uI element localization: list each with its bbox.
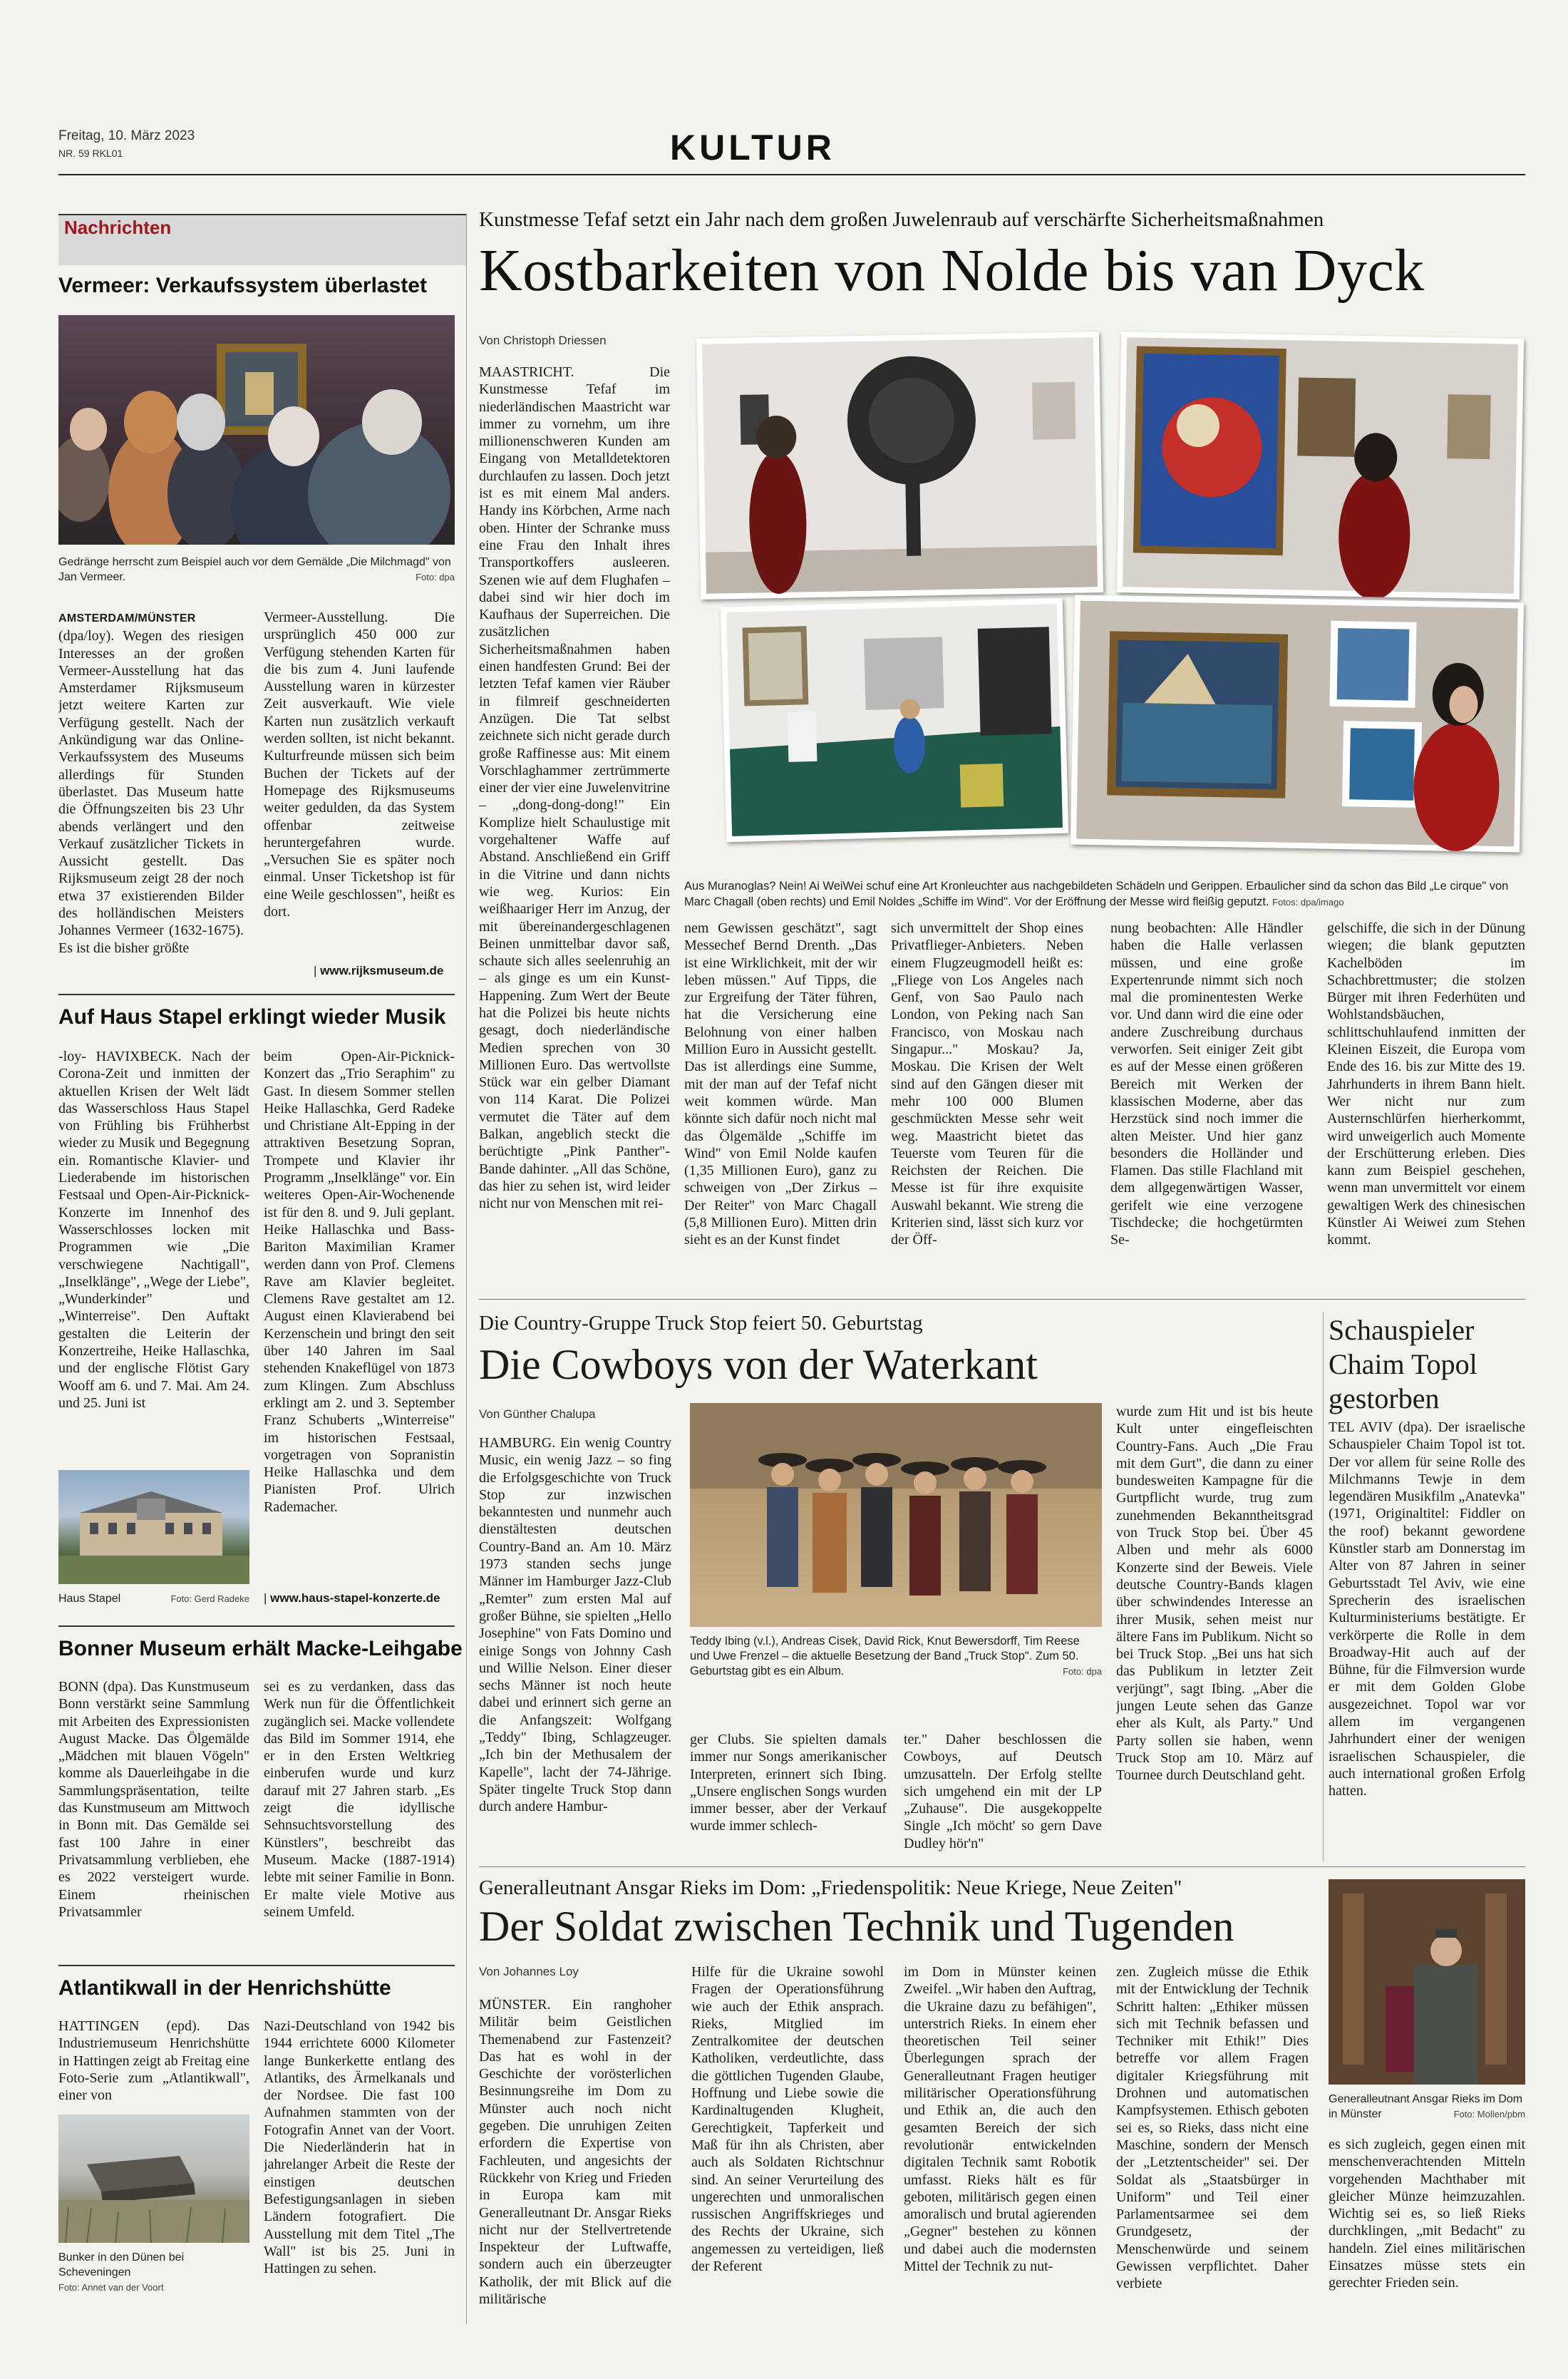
section-title: KULTUR — [670, 128, 835, 168]
rieks-col-1 — [479, 1996, 671, 2324]
stapel-photo — [58, 1470, 249, 1584]
tefaf-kicker: Kunstmesse Tefaf setzt ein Jahr nach dem großen Juwelenraub auf verschärfte Sicherheitsmaßnahmen — [479, 208, 1324, 231]
stapel-col-1 — [58, 1048, 249, 1458]
nolde-photo — [1071, 595, 1524, 853]
vermeer-caption-text: Gedränge herrscht zum Beispiel auch vor dem Gemälde „Die Milchmagd" von Jan Vermeer. — [58, 556, 451, 583]
rieks-text-4: zen. Zugleich müsse die Ethik mit der Entwicklung der Technik Schritt halten: „Ethiker müssen sich mit Technik befassen und Techniker mit Ethik!" Dies betreffe vor allem Fragen digitaler Kriegsführung mit Drohnen und automatischen Kampfsystemen. Ethisch geboten sei es, so Rieks, dass nicht eine Maschine, sondern der Mensch der „Letztentscheider" sei. Der Soldat als „Staatsbürger in Uniform" und Teil einer Parlamentsarmee sei dem Grundgesetz, der Menschenwürde und seinem Gewissen verpflichtet. Daher verbiete — [1116, 1964, 1309, 2292]
atlantik-text-2: Nazi-Deutschland von 1942 bis 1944 errichtete 6000 Kilometer lange Bunkerkette entlang des Atlantiks, des Ärmelkanals und der Nordsee. Die fast 100 Aufnahmen stammten von der Fotografin Annet van der Voort. Die Niederländerin hat in jahrelanger Arbeit die Reste der einstigen deutschen Befestigungsanlagen in sieben Ländern fotografiert. Die Ausstellung mit dem Titel „The Wall" ist bis 25. Juni in Hattingen zu sehen. — [264, 2018, 455, 2277]
truckstop-col-2 — [690, 1731, 887, 1854]
tefaf-col-3 — [891, 920, 1083, 1290]
truckstop-col-1 — [479, 1434, 671, 1855]
truckstop-text-1: HAMBURG. Ein wenig Country Music, ein wenig Jazz – so fing die Erfolgsgeschichte von Truck Stop zur inzwischen bekanntesten und nunmehr auch dienstältesten deutschen Country-Band an. Am 10. März 1973 standen sechs junge Männer im Hamburger Jazz-Club „Remter" zum ersten Mal auf großer Bühne, sie spielten „Hello Josephine" von Fats Domino und einige Songs von Johnny Cash und Willie Nelson. Einer dieser sechs Männer ist noch heute dabei und erinnert sich gerne an die Anfangszeit: Wolfgang „Teddy" Ibing, Schlagzeuger. „Ich bin der Methusalem der Kapelle", lacht der 74-Jährige. Später tingelte Truck Stop dann durch andere Hambur- — [479, 1435, 671, 1815]
stapel-caption — [58, 1591, 249, 1606]
rule-rieks — [479, 1866, 1525, 1867]
stapel-caption-text: Haus Stapel — [58, 1593, 121, 1605]
rieks-col-3 — [904, 1963, 1096, 2324]
left-column-divider — [466, 214, 467, 2324]
vermeer-col-2 — [264, 609, 455, 958]
tefaf-text-3: sich unvermittelt der Shop eines Privatflieger-Anbieters. Neben einem Flugzeugmodell heißt es: „Fliege von Los Angeles nach Genf, von Sao Paulo nach London, von Peking nach San Francisco, von Moskau nach Singapur..." Moskau? Ja, Moskau. Die Krisen der Welt sind auf den Gängen dieser mit mehr 100 000 Blumen geschmückten Messe sehr weit weg. Maastricht bietet das Teuerste vom Teuren für die Reichsten der Reichen. Die Messe ist für ihre exquisite Auswahl bekannt. Wie streng die Kriterien sind, lässt sich kurz vor der Öff- — [891, 920, 1083, 1248]
rieks-byline: Von Johannes Loy — [479, 1965, 579, 1978]
rieks-headline: Der Soldat zwischen Technik und Tugenden — [479, 1903, 1234, 1950]
tefaf-text-1: MAASTRICHT. Die Kunstmesse Tefaf im niederländischen Maastricht war immer zu vornehm, um ihre millionenschweren Kunden am Eingang von Metalldetektoren durchlaufen zu lassen. Doch jetzt ist es mit einem Mal anders. Handy ins Körbchen, Arme nach oben. Hinter der Schranke muss eine Frau den Inhalt ihres Transportkoffers ausleeren. Szenen wie auf dem Flughafen – dabei sind wir hier doch im Kaufhaus der Superreichen. Die zusätzlichen Sicherheitsmaßnahmen haben einen handfesten Grund: Bei der letzten Tefaf kamen vier Räuber in filmreif geschneiderten Anzügen. Die Tat selbst zeichnete sich nicht gerade durch große Raffinesse aus: Mit einem Vorschlaghammer zertrümmerte einer der vier eine Juwelenvitrine – „dong-dong-dong!" Ein Komplize hielt Schaulustige mit vorgehaltener Waffe auf Abstand. Anschließend ein Griff in die Vitrine und dann nichts wie weg. Kurios: Ein weißhaariger Herr im Anzug, der mit übereinandergeschlagenen Beinen unmittelbar davor saß, schaute sich alles seelenruhig an – als ginge es um ein Kunst-Happening. Zum Wert der Beute hat die Polizei bis heute nichts gesagt, doch niederländische Medien sprechen von 30 Millionen Euro. Das wertvollste Stück war ein gelber Diamant von 114 Karat. Die Polizei vermutet die Täter auf dem Balkan, angeblich steckt die berüchtigte „Pink Panther"-Bande dahinter. „All das Schöne, das hier zu sehen ist, wird leider nicht nur von Menschen mit rei- — [479, 364, 670, 1212]
rule-macke — [58, 1625, 455, 1627]
tefaf-text-2: nem Gewissen geschätzt", sagt Messechef Bernd Drenth. „Das ist eine Wirklichkeit, mit der wir leben müssen." Auf Tipps, die zur Ergreifung der Täter führen, hat die Versicherung eine Belohnung von einer halben Million Euro in Aussicht gestellt. Das ist allerdings eine Summe, mit der man auf der Tefaf nicht weit kommen würde. Man könnte sich dafür noch nicht mal das Ölgemälde „Schiffe im Wind" von Emil Nolde kaufen (1,35 Millionen Euro), ganz zu schweigen von „Der Zirkus – Der Reiter" von Marc Chagall (5,8 Millionen Euro). Mitten drin sieht es an der Kunst findet — [684, 920, 877, 1248]
tefaf-col-5 — [1327, 920, 1525, 1290]
topol-divider — [1323, 1312, 1324, 1861]
rieks-caption — [1329, 2092, 1525, 2122]
stapel-credit: Foto: Gerd Radeke — [170, 1593, 249, 1604]
macke-text-2: sei es zu verdanken, dass das Werk nun für die Öffentlichkeit zugänglich sei. Macke vollendete das Bild im Sommer 1914, ehe er in den Ersten Weltkrieg einberufen wurde und kurz darauf mit 27 Jahren starb. „Es zeigt die idyllische Sehnsuchtsvorstellung des Künstlers", beschreibt das Museum. Macke (1887-1914) lebte mit seiner Familie in Bonn. Er malte viele Motive aus seinem Umfeld. — [264, 1679, 455, 1920]
vermeer-headline: Vermeer: Verkaufssystem überlastet — [58, 274, 427, 297]
vermeer-photo — [58, 315, 455, 545]
vermeer-credit: Foto: dpa — [416, 572, 455, 582]
macke-text-1: BONN (dpa). Das Kunstmuseum Bonn verstärkt seine Sammlung mit Arbeiten des Expressionisten August Macke. Das Ölgemälde „Mädchen mit blauen Vögeln" komme als Dauerleihgabe in die Sammlungspräsentation, teilte das Kunstmuseum am Mittwoch in Bonn mit. Das Gemälde sei fast 100 Jahre in einer Privatsammlung verblieben, ehe es 2022 versteigert wurde. Einem rheinischen Privatsammler — [58, 1679, 249, 1920]
date-line: Freitag, 10. März 2023 — [58, 128, 195, 143]
rieks-kicker: Generalleutnant Ansgar Rieks im Dom: „Friedenspolitik: Neue Kriege, Neue Zeiten" — [479, 1876, 1182, 1899]
stapel-text-1: -loy- HAVIXBECK. Nach der Corona-Zeit und inmitten der aktuellen Krisen der Welt lädt das Wasserschloss Haus Stapel von Frühling bis Frühherbst wieder zu Musik und Begegnung ein. Romantische Klavier- und Liederabende im historischen Festsaal und Open-Air-Picknick-Konzerte im Innenhof des Wasserschlosses locken mit Programmen wie „Die verschwiegene Nachtigall", „Inselklänge", „Wege der Liebe", „Wunderkinder" und „Winterreise". Den Auftakt gestalten die Leiterin der Konzertreihe, Heike Hallaschka, und der englische Flötist Gary Wooff am 6. und 7. Mai. Am 24. und 25. Juni ist — [58, 1049, 249, 1411]
tefaf-text-4: nung beobachten: Alle Händler haben die Halle verlassen müssen, und eine große Expertenrunde nimmt sich noch mal die prominentesten Werke vor. Und dann wird die eine oder andere Zuschreibung durchaus verworfen. Seit einiger Zeit gibt es auf der Messe einen größeren Bereich mit Werken der klassischen Moderne, aber das Herzstück sind noch immer die alten Meister. Und hier ganz besonders die Holländer und Flamen. Das stille Flachland mit dem allgegenwärtigen Wasser, gerifelt wie eine verzogene Tischdecke; die hochgetürmten Se- — [1110, 920, 1303, 1248]
truckstop-kicker: Die Country-Gruppe Truck Stop feiert 50. Geburtstag — [479, 1312, 923, 1335]
cleaning-photo — [721, 598, 1068, 842]
truckstop-caption — [690, 1634, 1102, 1679]
rieks-col-4 — [1116, 1963, 1309, 2324]
atlantik-text-1: HATTINGEN (epd). Das Industriemuseum Henrichshütte in Hattingen zeigt ab Freitag eine Foto-Serie zum „Atlantikwall", einer von — [58, 2018, 249, 2104]
tefaf-photo-credit: Fotos: dpa/imago — [1272, 897, 1344, 908]
atlantik-col-2 — [264, 2018, 455, 2306]
rule-stapel — [58, 994, 455, 995]
atlantik-col-1 — [58, 2018, 249, 2105]
rieks-caption-text: Generalleutnant Ansgar Rieks im Dom in Münster — [1329, 2093, 1523, 2120]
rieks-text-3: im Dom in Münster keinen Zweifel. „Wir haben den Auftrag, die Ukraine dazu zu befähigen", unterstrich Rieks. In einem eher theoretischen Teil seiner Überlegungen sprach der Generalleutnant Fragen heutiger militärischer Operationsführung und Ethik an, die auch den gesamten Bereich der sich revolutionär entwickelnden digitalen Technik samt Robotik umfasst. Rieks hält es für geboten, militärisch gegen einen amoralisch und brutal agierenden „Gegner" bestehen zu können und dabei auch die modernsten Mittel der Technik zu nut- — [904, 1964, 1096, 2275]
stapel-text-2: beim Open-Air-Picknick-Konzert das „Trio Seraphim" zu Gast. In diesem Sommer stellen Heike Hallaschka, Gerd Radeke und Christiane Alt-Epping in der attraktiven Besetzung Sopran, Trompete und Klavier ihr Programm „Inselklänge" vor. Ein weiteres Open-Air-Wochenende ist für den 8. und 9. Juli geplant. Heike Hallaschka und Bass-Bariton Maximilian Kramer werden dann von Prof. Clemens Rave am Klavier begleitet. Clemens Rave gestaltet am 12. August einen Klavierabend bei Kerzenschein und bringt den seit über 140 Jahren im Saal stehenden Knakeflügel von 1873 zum Klingen. Zum Abschluss erklingt am 2. und 3. September Franz Schuberts „Winterreise" im historischen Festsaal, vorgetragen von Sopranistin Heike Hallaschka und dem Pianisten Prof. Ulrich Rademacher. — [264, 1049, 455, 1515]
tefaf-photo-caption — [684, 878, 1525, 910]
aiweiwei-photo — [696, 332, 1103, 600]
truckstop-byline: Von Günther Chalupa — [479, 1407, 596, 1421]
stapel-col-2 — [264, 1048, 455, 1597]
truckstop-text-4: wurde zum Hit und ist bis heute Kult unter eingefleischten Country-Fans. Auch „Die Frau mit dem Gurt", die dann zu einer bundesweiten Kampagne für die Gurtpflicht wurde, trug zum zunehmenden Bekanntheitsgrad von Truck Stop bei. Über 45 Alben und mehr als 6000 Konzerte sind der Beweis. Viele deutsche Country-Bands klagen über schwindendes Interesse an ihrer Musik, sehen meist nur ältere Fans im Publikum. Nicht so bei Truck Stop. „Bei uns hat sich das Publikum in letzter Zeit verjüngt", sagt Ibing. „Aber die jungen Leute sehen das Ganze eher als Kult, als Party." Und Party sollen sie haben, wenn Truck Stop am 10. März auf Tournee durch Deutschland geht. — [1116, 1404, 1313, 1784]
rieks-photo — [1329, 1879, 1525, 2085]
rule-atlantik — [58, 1965, 455, 1966]
truckstop-text-3: ter." Daher beschlossen die Cowboys, auf Deutsch umzusatteln. Der Erfolg stellte sich umgehend ein mit der LP „Zuhause". Die ausgekoppelte Single „Ich möcht' so gern Dave Dudley hör'n" — [904, 1732, 1102, 1851]
rieks-credit: Foto: Mollen/pbm — [1453, 2109, 1525, 2119]
vermeer-caption — [58, 555, 455, 585]
rieks-col-2 — [691, 1963, 884, 2324]
tefaf-col-4 — [1110, 920, 1303, 1290]
truckstop-text-2: ger Clubs. Sie spielten damals immer nur Songs amerikanischer Interpreten, erinnert sich Ibing. „Unsere englischen Songs wurden immer besser, aber der Verkauf wurde immer schlech- — [690, 1732, 887, 1834]
atlantik-headline: Atlantikwall in der Henrichshütte — [58, 1976, 391, 2000]
tefaf-photo-collage — [684, 328, 1525, 884]
chagall-photo — [1117, 332, 1524, 600]
vermeer-col-1 — [58, 609, 244, 987]
rieks-col-5 — [1329, 2136, 1525, 2324]
rule-truckstop — [479, 1299, 1525, 1300]
nachrichten-label: Nachrichten — [64, 217, 172, 238]
tefaf-col-1 — [479, 364, 670, 1290]
atlantik-caption-text: Bunker in den Dünen bei Scheveningen — [58, 2251, 185, 2278]
macke-col-1 — [58, 1678, 249, 1956]
tefaf-photo-caption-text: Aus Muranoglas? Nein! Ai WeiWei schuf eine Art Kronleuchter aus nachgebildeten Schädeln und Gerippen. Erbaulicher sind da schon das Bild „Le cirque" von Marc Chagall (oben rechts) und Emil Noldes „Schiffe im Wind". Vor der Eröffnung der Messe wird fleißig geputzt. — [684, 880, 1509, 908]
truckstop-credit: Foto: dpa — [1063, 1666, 1102, 1677]
topol-text — [1329, 1419, 1525, 1855]
atlantik-credit: Foto: Annet van der Voort — [58, 2282, 164, 2293]
rieks-text-1: MÜNSTER. Ein ranghoher Militär beim Geistlichen Themenabend zur Fastenzeit? Das hat es wohl in der Geschichte der vorösterlichen Besinnungsreihe im Dom zu Münster auch noch nicht gegeben. Die unruhigen Zeiten erfordern die Expertise von Fachleuten, und angesichts der Rückkehr von Krieg und Frieden in Europa kam mit Generalleutnant Dr. Ansgar Rieks nicht nur der Stellvertretende Inspekteur der Luftwaffe, sondern auch ein überzeugter Katholik, der mit Blick auf die militärische — [479, 1997, 671, 2308]
truckstop-col-4 — [1116, 1403, 1313, 1855]
topol-headline: Schauspieler Chaim Topol gestorben — [1329, 1314, 1477, 1414]
atlantik-caption — [58, 2250, 249, 2295]
truckstop-col-3 — [904, 1731, 1102, 1854]
stapel-headline: Auf Haus Stapel erklingt wieder Musik — [58, 1005, 446, 1029]
issue-date — [58, 127, 195, 163]
atlantik-photo — [58, 2115, 249, 2243]
rieks-text-5: es sich zugleich, gegen einen mit menschenverachtenden Mitteln vorgehenden Machthaber mit gleicher Münze heimzuzahlen. Wichtig sei es, so ließ Rieks durchklingen, „mit Bedacht" zu handeln. Ziel eines militärischen Einsatzes müsse stets ein gerechter Frieden sein. — [1329, 2137, 1525, 2291]
vermeer-text-2: Vermeer-Ausstellung. Die ursprünglich 450 000 zur Verfügung stehenden Karten für die bis zum 4. Juni laufende Ausstellung waren in kürzester Zeit ausverkauft. Wie viele Karten nun zusätzlich verkauft werden sollten, ist nicht bekannt. Kulturfreunde müssen sich beim Buchen der Tickets auf der Homepage des Rijksmuseums weiter gedulden, da das System offenbar zeitweise heruntergefahren wurde. „Versuchen Sie es später noch einmal. Unser Ticketshop ist für eine Weile geschlossen", heißt es dort. — [264, 610, 455, 920]
vermeer-text-1: (dpa/loy). Wegen des riesigen Interesses an der großen Vermeer-Ausstellung hat das Amsterdamer Rijksmuseum jetzt weitere Karten zur Verfügung gestellt. Nach der Ankündigung war das Online-Verkaufssystem des Museums allerdings für Stunden überlastet. Das Museum hatte die Öffnungszeiten bis 23 Uhr abends verlängert und den Verkauf zusätzlicher Tickets in Aussicht gestellt. Das Rijksmuseum zeigt 28 der noch etwa 37 existierenden Bilder des holländischen Meisters Johannes Vermeer (1632-1675). Es ist die bisher größte — [58, 628, 244, 956]
vermeer-dateline: AMSTERDAM/MÜNSTER — [58, 612, 196, 625]
issue-number: NR. 59 RKL01 — [58, 148, 123, 159]
tefaf-byline: Von Christoph Driessen — [479, 334, 607, 347]
topol-text-body: TEL AVIV (dpa). Der israelische Schauspieler Chaim Topol ist tot. Der vor allem für seine Rolle des Milchmanns Tewje in dem legendären Musikfilm „Anatevka" (1971, Originaltitel: Fiddler on the roof) bekannt gewordene Künstler starb am Donnerstag im Alter von 87 Jahren in seiner Geburtsstadt Tel Aviv, wie eine Sprecherin des israelischen Kulturministeriums bestätigte. Er verkörperte die Rolle in dem Broadway-Hit auch auf der Bühne, für die Filmversion wurde er mit dem Golden Globe ausgezeichnet. Topol war vor allem im vergangenen Jahrhundert einer der wenigen israelischen Schauspieler, die auch international großen Erfolg hatten. — [1329, 1419, 1525, 1799]
tefaf-text-5: gelschiffe, die sich in der Dünung wiegen; die blank geputzten Kachelböden im Schachbrettmuster; die stolzen Bürger mit ihren Federhüten und Wohlstandsbäuchen, schlittschuhlaufend inmitten der Kleinen Eiszeit, die Europa vom Ende des 16. bis zur Mitte des 19. Jahrhunderts in ihrem Bann hielt. Wer nicht nur zum Austernschlürfen hierherkommt, wird unweigerlich auch Momente der Erschütterung erleben. Dies kann zum Beispiel geschehen, wenn man unvermittelt vor einem gewaltigen Werk des chinesischen Künstler Ai Weiwei zum Stehen kommt. — [1327, 920, 1525, 1248]
masthead-rule — [58, 174, 1525, 175]
truckstop-photo — [690, 1403, 1102, 1627]
macke-col-2 — [264, 1678, 455, 1956]
rieks-text-2: Hilfe für die Ukraine sowohl Fragen der Operationsführung wie auch der Ethik ansprach. Rieks, Mitglied im Zentralkomitee der deutschen Katholiken, verdeutlichte, dass die göttlichen Tugenden Glaube, Hoffnung und Liebe sowie die Kardinaltugenden Klugheit, Gerechtigkeit, Tapferkeit und Maß für ihn als Christen, aber auch als Soldaten Richtschnur sind. An seiner Verurteilung des ungerechten und unmoralischen russischen Angriffskrieges und des Rechts der Ukraine, sich angemessen zu verteidigen, ließ der Referent — [691, 1964, 884, 2275]
tefaf-col-2 — [684, 920, 877, 1290]
vermeer-link[interactable]: | www.rijksmuseum.de — [314, 964, 443, 978]
tefaf-headline: Kostbarkeiten von Nolde bis van Dyck — [479, 237, 1425, 304]
macke-headline: Bonner Museum erhält Macke-Leihgabe — [58, 1637, 463, 1660]
truckstop-headline: Die Cowboys von der Waterkant — [479, 1341, 1038, 1388]
stapel-link[interactable]: | www.haus-stapel-konzerte.de — [264, 1591, 440, 1605]
truckstop-caption-text: Teddy Ibing (v.l.), Andreas Cisek, David Rick, Knut Bewersdorff, Tim Reese und Uwe Frenzel – die aktuelle Besetzung der Band „Truck Stop". Zum 50. Geburtstag gibt es ein Album. — [690, 1635, 1080, 1677]
